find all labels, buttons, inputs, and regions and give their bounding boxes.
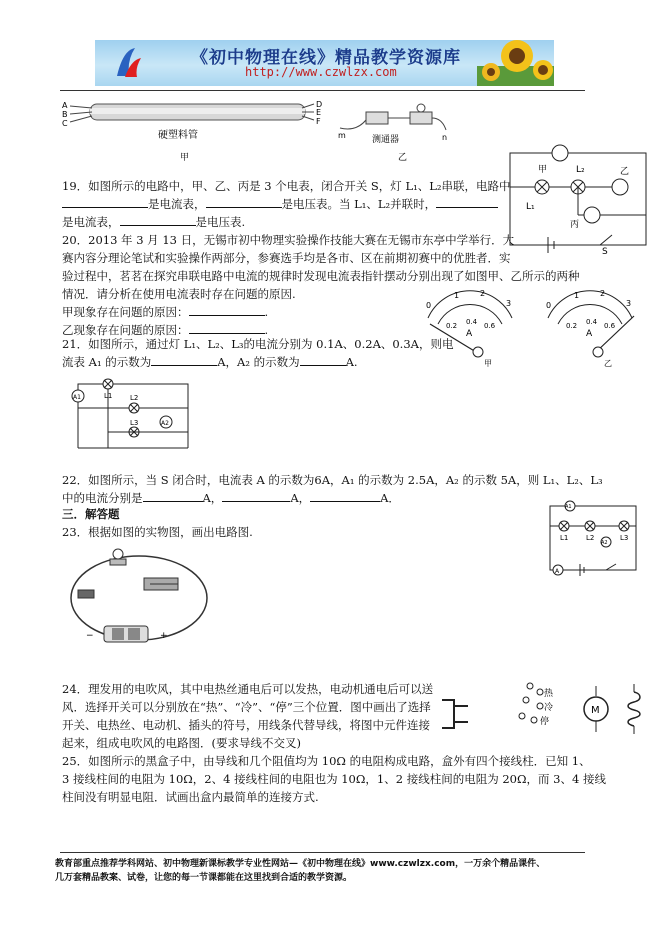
q20-line6: 乙现象存在问题的原因： .	[62, 323, 269, 337]
q22-a2: A2	[601, 540, 608, 546]
q20-line5: 甲现象存在问题的原因： .	[62, 305, 269, 319]
q19-lamp-l1: L₁	[526, 202, 535, 212]
motor-label: M	[591, 705, 600, 716]
circuit-q19	[508, 143, 650, 255]
q22-a: A	[555, 568, 560, 575]
circuit-q22	[546, 498, 642, 576]
sunflower-image	[477, 40, 554, 86]
tester-end-m: m	[338, 131, 346, 140]
q25-line2: 3 接线柱间的电阻为 10Ω，2、4 接线柱间的电阻也为 10Ω，1、2 接线柱间的电阻为 20Ω，而 3、4 接线	[62, 772, 606, 786]
q19-switch-s: S	[602, 247, 608, 257]
q19-line2	[62, 195, 498, 213]
q20-line1: 20．2013 年 3 月 13 日，无锡市初中物理实验操作技能大赛在无锡市东亭中学举行．大	[62, 233, 515, 247]
q19-blank4[interactable]	[120, 213, 196, 226]
q20-blank1[interactable]	[189, 303, 265, 316]
footer-line2: 几万套精品教案、试卷，让您的每一节课都能在这里找到合适的教学资源。	[55, 873, 353, 883]
q20-line2: 赛内容分理论笔试和实验操作两部分，参赛选手均是各市、区在前期初赛中的优胜者．实	[62, 251, 511, 265]
meter-jia-1: 1	[454, 291, 460, 300]
q22-text2c: A，	[290, 491, 311, 505]
header-banner	[95, 40, 554, 86]
q23-physical-diagram	[64, 546, 214, 650]
switch-pos-cold: 冷	[544, 703, 554, 713]
q22-blank2[interactable]	[222, 489, 290, 502]
meter-yi-small2: 0.4	[586, 318, 598, 326]
meter-yi-0: 0	[546, 301, 552, 310]
q22-text2b: A，	[202, 491, 223, 505]
meter-jia-small3: 0.6	[484, 322, 496, 330]
header-rule	[60, 90, 585, 91]
q21-text2c: A.	[345, 355, 358, 369]
q22-l3: L3	[620, 534, 629, 542]
q20-text6: 乙现象存在问题的原因：	[62, 323, 189, 337]
q20-line3: 验过程中，茗茗在探究串联电路中电流的规律时发现电流表指针摆动分别出现了如图甲、乙所示的两种	[62, 269, 580, 283]
q21-line1: 21．如图所示，通过灯 L₁、L₂、L₃的电流分别为 0.1A、0.2A、0.3A，则电	[62, 337, 454, 351]
q24-line3: 开关、电热丝、电动机、插头的符号，用线条代替导线，将图中元件连接	[62, 718, 430, 732]
q25-line3: 柱间没有明显电阻．试画出盒内最简单的连接方式.	[62, 790, 319, 804]
q22-line1: 22．如图所示，当 S 闭合时，电流表 A 的示数为6A，A₁ 的示数为 2.5A，A₂ 的示数 5A，则 L₁、L₂、L₃	[62, 473, 603, 487]
q21-text2a: 流表 A₁ 的示数为	[62, 355, 152, 369]
tube-label-e: E	[316, 108, 322, 117]
switch-pos-hot: 热	[544, 689, 554, 699]
tube-label-b: B	[62, 110, 68, 119]
fig-yi-caption: 乙	[398, 153, 408, 163]
q19-text3b: 是电压表.	[195, 215, 246, 229]
q22-l1: L1	[560, 534, 569, 542]
q19-line1: 19．如图所示的电路中，甲、乙、丙是 3 个电表，闭合开关 S，灯 L₁、L₂串联，电路中	[62, 179, 511, 193]
q20-text5: 甲现象存在问题的原因：	[62, 305, 189, 319]
meter-yi-3: 3	[626, 299, 632, 308]
q19-lamp-l2: L₂	[576, 165, 585, 175]
plug-symbol	[440, 694, 470, 734]
q20-line4: 情况．请分析在使用电流表时存在问题的原因.	[62, 287, 296, 301]
q22-l2: L2	[586, 534, 595, 542]
meter-yi-1: 1	[574, 291, 580, 300]
tube-label-a: A	[62, 101, 68, 110]
q19-blank1[interactable]	[62, 195, 148, 208]
meter-jia-caption: 甲	[484, 359, 492, 368]
q22-text2a: 中的电流分别是	[62, 491, 143, 505]
footer-rule	[60, 852, 585, 853]
meter-yi-small1: 0.2	[566, 322, 578, 330]
q24-line4: 起来，组成电吹风的电路图．(要求导线不交叉)	[62, 736, 301, 750]
q21-l2: L2	[130, 394, 139, 402]
q23-minus: −	[86, 631, 94, 641]
meter-jia-small2: 0.4	[466, 318, 478, 326]
q19-text2b: 是电压表。当 L₁、L₂并联时，	[281, 197, 437, 211]
tester-end-n: n	[442, 133, 448, 142]
q21-a1: A1	[73, 394, 81, 401]
q22-blank3[interactable]	[310, 489, 380, 502]
meter-jia-2: 2	[480, 289, 486, 298]
q19-meter-yi: 乙	[620, 167, 630, 177]
q22-blank1[interactable]	[143, 489, 203, 502]
q19-blank2[interactable]	[206, 195, 282, 208]
q19-text3a: 是电流表，	[62, 215, 120, 229]
tester-figure	[336, 98, 456, 164]
meter-yi-caption: 乙	[604, 359, 612, 368]
switch-pos-stop: 停	[540, 717, 550, 727]
selector-switch-symbol	[510, 680, 560, 730]
q19-meter-jia: 甲	[538, 165, 548, 175]
tube-label-d: D	[316, 100, 323, 109]
ammeter-jia	[420, 288, 520, 368]
banner-title: 《初中物理在线》精品教学资源库	[191, 48, 461, 68]
q22-a1: A1	[565, 504, 572, 510]
q23-plus: +	[160, 631, 168, 641]
meter-yi-unit: A	[586, 329, 593, 339]
ammeter-yi	[540, 288, 640, 368]
meter-yi-2: 2	[600, 289, 606, 298]
tube-caption: 硬塑料管	[158, 130, 198, 141]
q21-l1: L1	[104, 392, 113, 400]
meter-jia-0: 0	[426, 301, 432, 310]
meter-jia-unit: A	[466, 329, 473, 339]
meter-yi-small3: 0.6	[604, 322, 616, 330]
q19-line3	[62, 213, 245, 231]
tube-figure	[62, 98, 322, 164]
q21-line2	[62, 353, 358, 371]
motor-symbol	[582, 686, 610, 732]
tube-label-c: C	[62, 119, 68, 128]
tube-label-f: F	[316, 117, 321, 126]
footer-line1: 教育部重点推荐学科网站、初中物理新课标教学专业性网站—《初中物理在线》www.czwlzx.com，一万余个精品课件、	[55, 859, 546, 869]
q25-line1: 25．如图所示的黑盒子中，由导线和几个阻值均为 10Ω 的电阻构成电路，盒外有四个接线柱．已知 1、	[62, 754, 591, 768]
fig-jia-caption: 甲	[180, 153, 190, 163]
q22-text2d: A．	[380, 491, 400, 505]
q21-blank2[interactable]	[300, 353, 346, 366]
q20-blank2[interactable]	[189, 321, 265, 334]
q24-line1: 24．理发用的电吹风，其中电热丝通电后可以发热，电动机通电后可以送	[62, 682, 434, 696]
q24-line2: 风．选择开关可以分别放在“热”、“冷”、“停”三个位置．图中画出了选择	[62, 700, 431, 714]
q21-text2b: A，A₂ 的示数为	[217, 355, 300, 369]
section-3-title: 三．解答题	[62, 507, 120, 521]
heater-symbol	[624, 684, 644, 734]
logo-icon	[113, 46, 143, 80]
q21-a2: A2	[161, 420, 169, 427]
q19-meter-bing: 丙	[570, 220, 580, 230]
tester-caption: 测通器	[372, 135, 400, 145]
q21-l3: L3	[130, 419, 139, 427]
q23-text: 23．根据如图的实物图，画出电路图.	[62, 525, 253, 539]
q21-blank1[interactable]	[151, 353, 217, 366]
meter-jia-3: 3	[506, 299, 512, 308]
banner-url: http://www.czwlzx.com	[245, 65, 397, 79]
q19-blank3[interactable]	[436, 195, 498, 208]
q19-text2a: 是电流表，	[148, 197, 206, 211]
meter-jia-small1: 0.2	[446, 322, 458, 330]
circuit-q21	[68, 378, 196, 452]
